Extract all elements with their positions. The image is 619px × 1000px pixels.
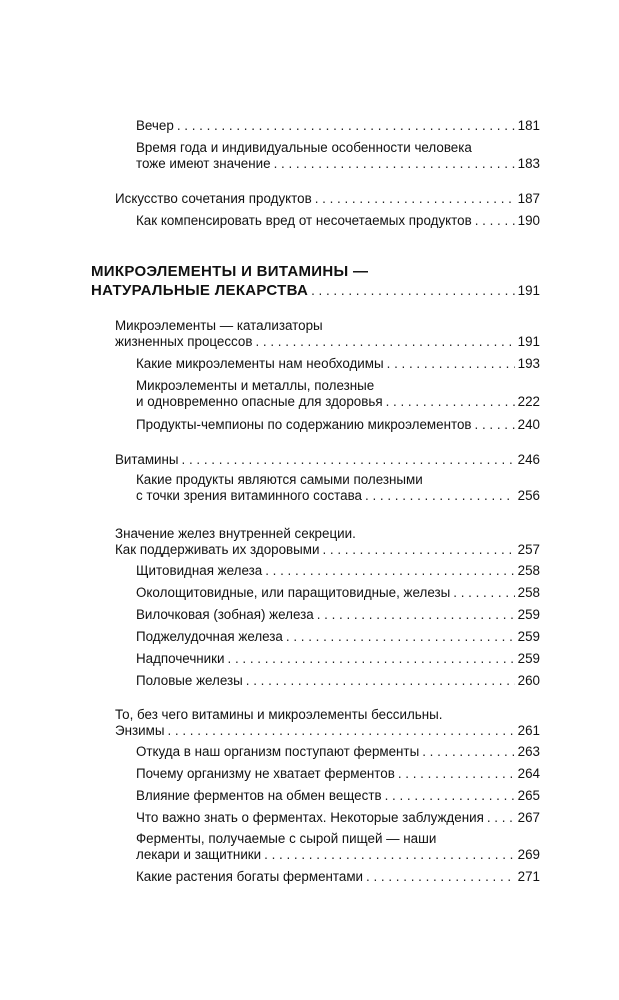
toc-entry — [136, 585, 540, 601]
toc-leader-dots — [386, 394, 515, 410]
toc-entry-page: 267 — [517, 810, 540, 825]
toc-chapter-heading — [91, 264, 540, 299]
toc-entry-page: 259 — [517, 629, 540, 644]
toc-entry — [115, 191, 540, 207]
toc-entry-page: 260 — [517, 673, 540, 688]
toc-leader-dots — [475, 417, 515, 433]
toc-entry-title-line: Микроэлементы и металлы, полезные — [136, 378, 375, 393]
toc-entry — [136, 607, 540, 623]
toc-entry — [136, 417, 540, 433]
toc-leader-dots — [246, 673, 515, 689]
toc-entry-title: Искусство сочетания продуктов — [115, 191, 312, 206]
toc-entry — [136, 766, 540, 782]
toc-entry-title-line: Микроэлементы — катализаторы — [115, 318, 323, 333]
toc-entry-page: 181 — [517, 118, 540, 133]
toc-entry — [136, 140, 540, 172]
toc-entry-page: 259 — [517, 607, 540, 622]
toc-entry-page: 256 — [517, 488, 540, 503]
toc-entry-title-line: Время года и индивидуальные особенности человека — [136, 140, 472, 155]
toc-entry — [136, 869, 540, 885]
toc-leader-dots — [398, 766, 515, 782]
toc-entry-title: Как компенсировать вред от несочетаемых продуктов — [136, 213, 472, 228]
toc-entry-title: Вечер — [136, 118, 174, 133]
toc-leader-dots — [286, 629, 515, 645]
toc-entry-page: 261 — [517, 723, 540, 738]
toc-entry-page: 259 — [517, 651, 540, 666]
toc-entry — [136, 213, 540, 229]
toc-leader-dots — [182, 452, 515, 468]
toc-leader-dots — [322, 542, 514, 558]
toc-entry — [136, 810, 540, 826]
toc-entry — [115, 452, 540, 468]
toc-leader-dots — [228, 651, 515, 667]
toc-entry-page: 264 — [517, 766, 540, 781]
toc-entry-page: 258 — [517, 563, 540, 578]
toc-entry-title-line: Какие продукты являются самыми полезными — [136, 472, 423, 487]
toc-entry-title-line: То, без чего витамины и микроэлементы бессильны. — [115, 707, 443, 722]
toc-entry — [136, 788, 540, 804]
toc-entry-page: 191 — [517, 283, 540, 298]
toc-entry-title: Как поддерживать их здоровыми — [115, 542, 320, 557]
toc-entry-title: Какие микроэлементы нам необходимы — [136, 356, 384, 371]
toc-leader-dots — [487, 810, 515, 826]
toc-entry-page: 222 — [517, 394, 540, 409]
toc-entry-title: Энзимы — [115, 723, 165, 738]
toc-leader-dots — [387, 356, 515, 372]
toc-entry-title: Витамины — [115, 452, 179, 467]
toc-entry — [136, 629, 540, 645]
toc-entry — [136, 356, 540, 372]
toc-entry-title: Что важно знать о ферментах. Некоторые заблуждения — [136, 810, 484, 825]
toc-leader-dots — [453, 585, 514, 601]
toc-chapter-title-line: МИКРОЭЛЕМЕНТЫ И ВИТАМИНЫ — — [91, 263, 369, 280]
toc-entry-title: Почему организму не хватает ферментов — [136, 766, 395, 781]
toc-entry-page: 265 — [517, 788, 540, 803]
toc-leader-dots — [167, 723, 514, 739]
toc-entry-page: 190 — [517, 213, 540, 228]
toc-entry — [136, 118, 540, 134]
toc-entry-title: Околощитовидные, или паращитовидные, железы — [136, 585, 451, 600]
toc-leader-dots — [315, 191, 515, 207]
toc-entry-title: Поджелудочная железа — [136, 629, 283, 644]
toc-entry-title: с точки зрения витаминного состава — [136, 488, 362, 503]
toc-entry-page: 191 — [517, 334, 540, 349]
toc-leader-dots — [274, 156, 515, 172]
toc-leader-dots — [265, 563, 514, 579]
toc-leader-dots — [422, 744, 514, 760]
toc-entry — [136, 472, 540, 504]
toc-leader-dots — [264, 847, 515, 863]
toc-leader-dots — [475, 213, 515, 229]
toc-entry-page: 183 — [517, 156, 540, 171]
toc-leader-dots — [311, 283, 515, 299]
toc-entry-page: 271 — [517, 869, 540, 884]
toc-entry-title: Щитовидная железа — [136, 563, 263, 578]
toc-entry-title: и одновременно опасные для здоровья — [136, 394, 383, 409]
toc-leader-dots — [255, 334, 514, 350]
toc-entry — [136, 563, 540, 579]
toc-entry-title: Какие растения богаты ферментами — [136, 869, 364, 884]
toc-entry-title: Откуда в наш организм поступают ферменты — [136, 744, 420, 759]
toc-entry-page: 240 — [517, 417, 540, 432]
toc-entry-title-line: Ферменты, получаемые с сырой пищей — наши — [136, 831, 437, 846]
toc-entry — [136, 673, 540, 689]
toc-chapter-title: НАТУРАЛЬНЫЕ ЛЕКАРСТВА — [91, 282, 309, 299]
toc-entry-page: 258 — [517, 585, 540, 600]
toc-entry — [136, 744, 540, 760]
toc-entry-title: Влияние ферментов на обмен веществ — [136, 788, 382, 803]
toc-entry-title: Вилочковая (зобная) железа — [136, 607, 314, 622]
toc-leader-dots — [366, 869, 515, 885]
toc-entry-page: 257 — [517, 542, 540, 557]
toc-entry — [115, 526, 540, 558]
toc-entry-title: Надпочечники — [136, 651, 225, 666]
toc-entry-title-line: Значение желез внутренней секреции. — [115, 526, 356, 541]
toc-entry-page: 187 — [517, 191, 540, 206]
toc-entry-page: 269 — [517, 847, 540, 862]
toc-entry — [136, 831, 540, 863]
toc-entry-page: 193 — [517, 356, 540, 371]
toc-entry-title: Половые железы — [136, 673, 243, 688]
toc-leader-dots — [365, 488, 515, 504]
toc-leader-dots — [385, 788, 515, 804]
toc-entry-page: 246 — [517, 452, 540, 467]
toc-entry — [115, 707, 540, 739]
toc-entry-title: Продукты-чемпионы по содержанию микроэлементов — [136, 417, 472, 432]
toc-entry-title: жизненных процессов — [115, 334, 253, 349]
toc-leader-dots — [177, 118, 515, 134]
toc-entry-title: лекари и защитники — [136, 847, 262, 862]
toc-leader-dots — [317, 607, 515, 623]
toc-entry-title: тоже имеют значение — [136, 156, 271, 171]
toc-entry-page: 263 — [517, 744, 540, 759]
toc-entry — [136, 378, 540, 410]
toc-entry — [115, 318, 540, 350]
toc-entry — [136, 651, 540, 667]
